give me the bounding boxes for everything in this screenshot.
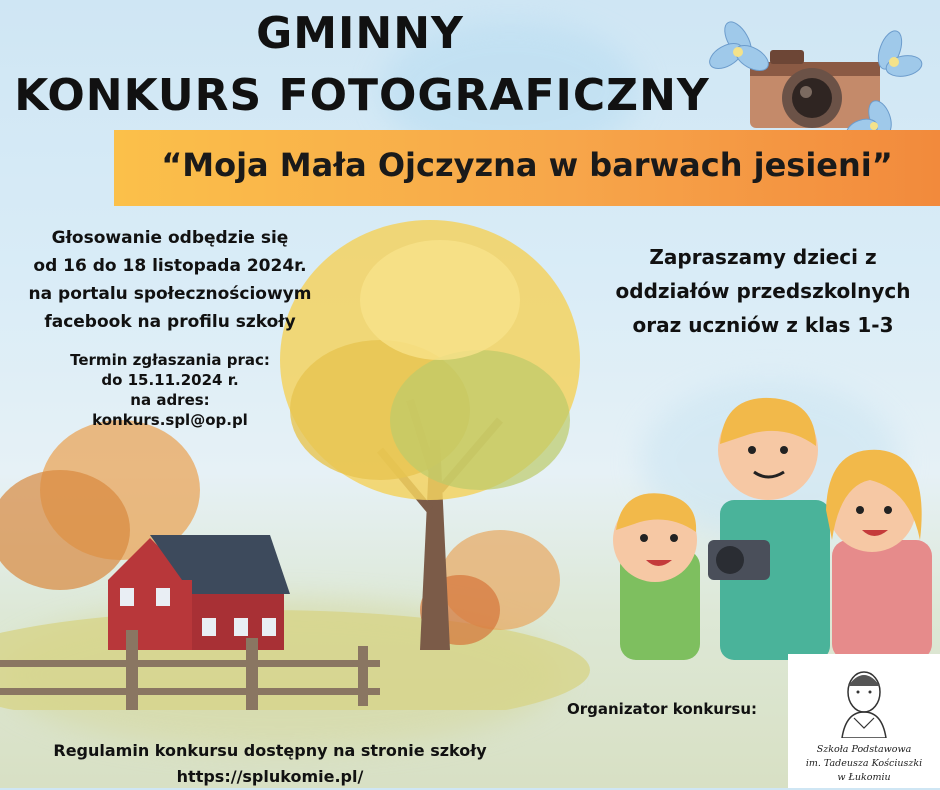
invitation-line: oddziałów przedszkolnych — [615, 279, 911, 303]
title-line-1: GMINNY — [256, 8, 464, 59]
subtitle: “Moja Mała Ojczyzna w barwach jesieni” — [161, 146, 893, 184]
rules-line: Regulamin konkursu dostępny na stronie szkoły — [53, 741, 487, 760]
title-line-2: KONKURS FOTOGRAFICZNY — [14, 70, 710, 121]
invitation-line: oraz uczniów z klas 1-3 — [632, 313, 894, 337]
voting-line: na portalu społecznościowym — [28, 284, 312, 304]
invitation-line: Zapraszamy dzieci z — [649, 245, 877, 269]
email-address: konkurs.spl@op.pl — [92, 411, 248, 429]
camera-icon — [690, 0, 940, 150]
deadline-info — [50, 350, 290, 430]
invitation-text — [588, 240, 938, 342]
voting-info — [0, 224, 340, 336]
portrait-icon — [832, 662, 896, 738]
logo-line: w Łukomiu — [837, 772, 891, 783]
family-with-camera-illustration — [600, 390, 940, 660]
voting-line: Głosowanie odbędzie się — [51, 228, 289, 248]
deadline-line: na adres: — [130, 391, 210, 409]
deadline-line: Termin zgłaszania prac: — [70, 351, 270, 369]
logo-line: Szkoła Podstawowa — [816, 744, 912, 755]
subtitle-banner — [114, 130, 940, 206]
deadline-line: do 15.11.2024 r. — [101, 371, 239, 389]
school-logo — [788, 654, 940, 788]
logo-line: im. Tadeusza Kościuszki — [805, 758, 923, 769]
rules-info — [20, 738, 520, 790]
voting-line: facebook na profilu szkoły — [44, 312, 296, 332]
school-website-link: https://splukomie.pl/ — [176, 767, 364, 786]
voting-line: od 16 do 18 listopada 2024r. — [33, 256, 307, 276]
organizer-label: Organizator konkursu: — [567, 700, 757, 718]
